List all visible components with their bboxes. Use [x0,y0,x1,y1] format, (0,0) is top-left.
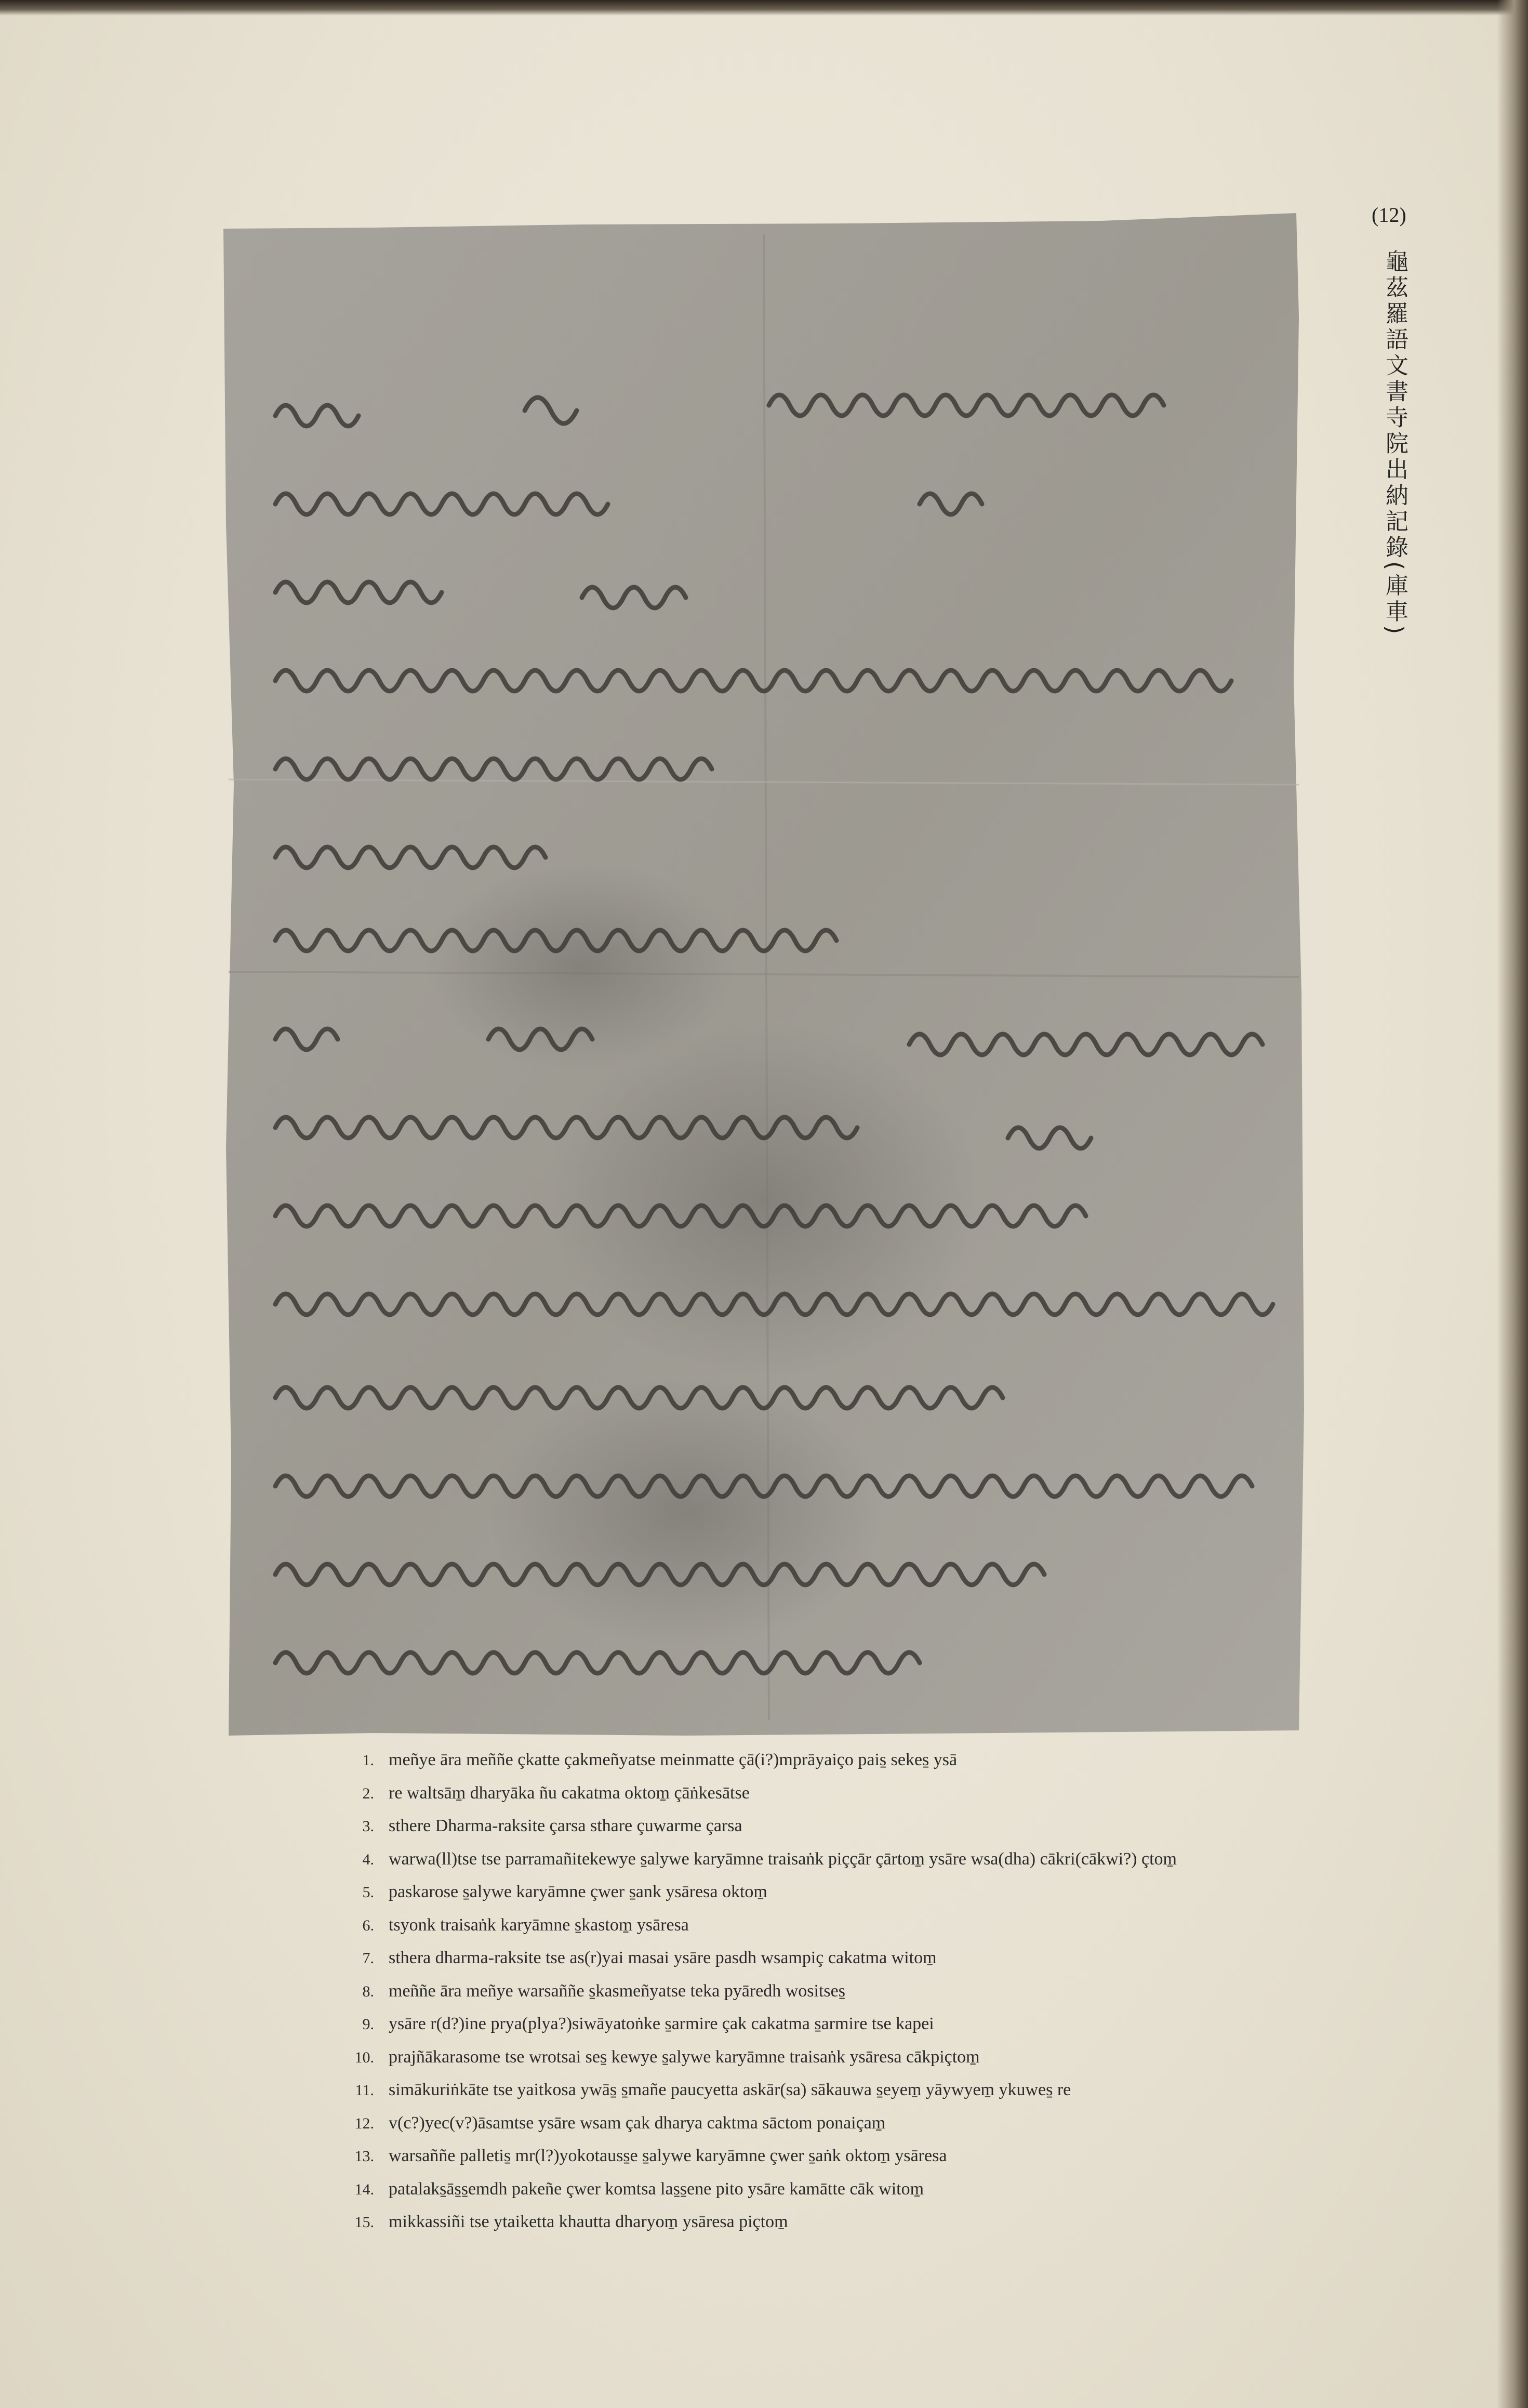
line-number: 2. [362,1784,374,1802]
line-text: sthera dharma-raksite tse as(r)yai masai ysāre pasdh wsampiç cakatma witom̱ [389,1948,937,1967]
line-text: simākuriṅkāte tse yaitkosa ywās̱ s̱mañe paucyetta askār(sa) sākauwa s̱eyem̱ yāywyem̱ ykuwes̱ re [389,2080,1071,2099]
transcription-line [333,1777,1346,1810]
line-number: 13. [354,2148,374,2165]
line-number: 4. [362,1850,374,1868]
line-text: prajñākarasome tse wrotsai ses̱ kewye s̱alywe karyāmne traisaṅk ysāresa cākpiçtom̱ [389,2047,980,2067]
line-text: meññe āra meñye warsaññe s̱kasmeñyatse teka pyāredh wositses̱ [389,1981,845,2001]
line-number: 3. [362,1818,374,1835]
line-number: 8. [362,1982,374,2000]
manuscript-image [218,213,1309,1736]
transcription-list [333,1743,1346,2239]
page-top-edge [0,0,1528,16]
transcription-line [333,2173,1346,2206]
line-number: 7. [362,1950,374,1967]
line-number: 11. [355,2082,374,2099]
line-text: mikkassiñi tse ytaiketta khautta dharyom̱ ysāresa piçtom̱ [389,2212,788,2231]
transcription-line [333,2073,1346,2107]
transcription-line [333,1743,1346,1777]
transcription-line [333,1875,1346,1909]
line-number: 5. [362,1884,374,1901]
line-text: patalaks̱ās̱s̱emdh pakeñe çwer komtsa las̱s̱ene pito ysāre kamātte cāk witom̱ [389,2179,924,2199]
line-number: 10. [354,2048,374,2066]
transcription-line [333,2041,1346,2074]
transcription-line [333,1975,1346,2008]
transcription-line [333,1809,1346,1843]
line-number: 6. [362,1916,374,1934]
line-number: 15. [354,2214,374,2231]
line-text: warwa(ll)tse tse parramañitekewye s̱alywe karyāmne traisaṅk piççār çārtom̱ ysāre wsa(dha) cākri(cākwi?) çtom̱ [389,1849,1177,1869]
transcription-line [333,2139,1346,2173]
line-text: paskarose s̱alywe karyāmne çwer s̱ank ysāresa oktom̱ [389,1882,767,1901]
line-text: tsyonk traisaṅk karyāmne s̱kastom̱ ysāresa [389,1915,689,1935]
line-number: 9. [362,2016,374,2033]
line-text: re waltsām̱ dharyāka ñu cakatma oktom̱ çāṅkesātse [389,1783,750,1803]
page-binding-edge [1497,0,1528,2408]
transcription-line [333,2205,1346,2239]
transcription-line [333,1909,1346,1942]
transcription-line [333,2007,1346,2041]
line-number: 14. [354,2180,374,2198]
line-text: ysāre r(d?)ine prya(plya?)siwāyatoṅke s̱armire çak cakatma s̱armire tse kapei [389,2014,934,2033]
line-number: 12. [354,2114,374,2132]
line-text: sthere Dharma-raksite çarsa sthare çuwarme çarsa [389,1816,742,1835]
transcription-line [333,1843,1346,1876]
transcription-line [333,1941,1346,1975]
line-text: meñye āra meññe çkatte çakmeñyatse meinmatte çā(i?)mprāyaiço pais̱ sekes̱ ysā [389,1750,958,1769]
plate-number: (12) [1372,203,1406,227]
transcription-line [333,2107,1346,2140]
line-number: 1. [362,1752,374,1769]
vertical-title: 龜茲羅語文書寺院出納記錄(庫車) [1381,249,1408,638]
line-text: warsaññe palletis̱ mr(l?)yokotauss̱e s̱alywe karyāmne çwer s̱aṅk oktom̱ ysāresa [389,2146,947,2165]
manuscript-photo [218,213,1309,1736]
line-text: v(c?)yec(v?)āsamtse ysāre wsam çak dharya caktma sāctom ponaiçam̱ [389,2113,886,2133]
